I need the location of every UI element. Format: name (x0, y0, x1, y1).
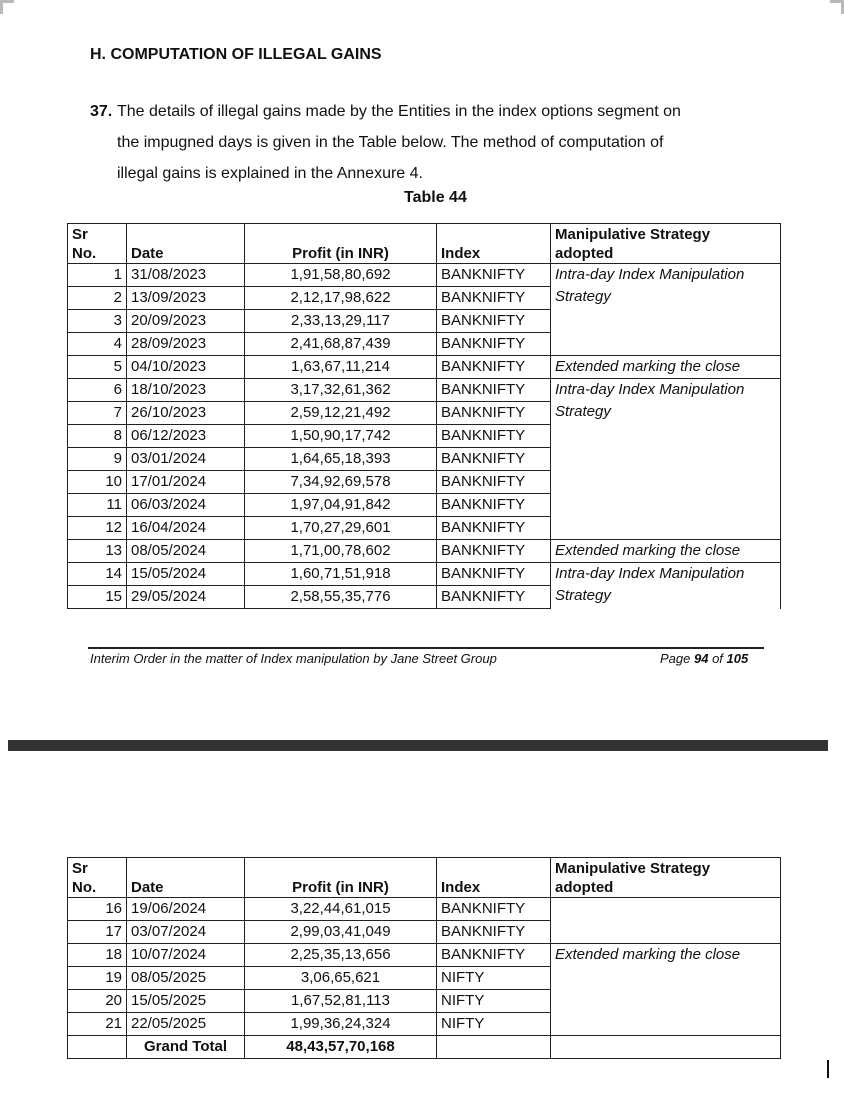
sr-no-cell: 7 (68, 402, 127, 425)
table-row (68, 898, 781, 921)
text-cursor (827, 1060, 829, 1078)
date-cell: 04/10/2023 (127, 356, 245, 379)
total-index-cell (437, 1036, 551, 1059)
profit-cell: 2,59,12,21,492 (245, 402, 437, 425)
date-cell: 03/07/2024 (127, 921, 245, 944)
header-index: Index (437, 858, 551, 898)
profit-cell: 1,63,67,11,214 (245, 356, 437, 379)
profit-cell: 1,71,00,78,602 (245, 540, 437, 563)
profit-cell: 1,60,71,51,918 (245, 563, 437, 586)
date-cell: 15/05/2024 (127, 563, 245, 586)
date-cell: 31/08/2023 (127, 264, 245, 287)
table-header-row (68, 224, 781, 264)
index-cell: BANKNIFTY (437, 944, 551, 967)
date-cell: 08/05/2024 (127, 540, 245, 563)
date-cell: 20/09/2023 (127, 310, 245, 333)
section-heading: H. COMPUTATION OF ILLEGAL GAINS (90, 46, 382, 63)
date-cell: 19/06/2024 (127, 898, 245, 921)
sr-no-cell: 5 (68, 356, 127, 379)
date-cell: 17/01/2024 (127, 471, 245, 494)
page-corner-top-right (830, 0, 844, 14)
index-cell: BANKNIFTY (437, 540, 551, 563)
index-cell: BANKNIFTY (437, 471, 551, 494)
header-profit: Profit (in INR) (245, 858, 437, 898)
date-cell: 22/05/2025 (127, 1013, 245, 1036)
index-cell: BANKNIFTY (437, 333, 551, 356)
date-cell: 13/09/2023 (127, 287, 245, 310)
paragraph-line: The details of illegal gains made by the Entities in the index options segment on (117, 103, 681, 120)
sr-no-cell: 14 (68, 563, 127, 586)
strategy-cell: Extended marking the close (551, 944, 781, 1036)
table-row (68, 563, 781, 586)
grand-total-label: Grand Total (127, 1036, 245, 1059)
index-cell: NIFTY (437, 967, 551, 990)
date-cell: 16/04/2024 (127, 517, 245, 540)
header-date: Date (127, 224, 245, 264)
profit-cell: 7,34,92,69,578 (245, 471, 437, 494)
table-header-row (68, 858, 781, 898)
profit-cell: 1,64,65,18,393 (245, 448, 437, 471)
index-cell: BANKNIFTY (437, 563, 551, 586)
header-strategy: Manipulative Strategy adopted (551, 224, 781, 264)
header-profit: Profit (in INR) (245, 224, 437, 264)
sr-no-cell: 12 (68, 517, 127, 540)
total-sr-cell (68, 1036, 127, 1059)
strategy-cell (551, 898, 781, 944)
profit-cell: 2,33,13,29,117 (245, 310, 437, 333)
profit-cell: 3,17,32,61,362 (245, 379, 437, 402)
footer-title: Interim Order in the matter of Index manipulation by Jane Street Group (90, 651, 497, 666)
profit-cell: 3,22,44,61,015 (245, 898, 437, 921)
table-row (68, 264, 781, 287)
footer-rule (88, 647, 764, 649)
date-cell: 03/01/2024 (127, 448, 245, 471)
date-cell: 26/10/2023 (127, 402, 245, 425)
index-cell: BANKNIFTY (437, 425, 551, 448)
index-cell: BANKNIFTY (437, 586, 551, 609)
sr-no-cell: 4 (68, 333, 127, 356)
paragraph-37 (90, 96, 770, 189)
sr-no-cell: 6 (68, 379, 127, 402)
index-cell: BANKNIFTY (437, 356, 551, 379)
paragraph-line: the impugned days is given in the Table below. The method of computation of (117, 134, 664, 151)
grand-total-value: 48,43,57,70,168 (245, 1036, 437, 1059)
date-cell: 06/12/2023 (127, 425, 245, 448)
sr-no-cell: 1 (68, 264, 127, 287)
index-cell: BANKNIFTY (437, 310, 551, 333)
index-cell: BANKNIFTY (437, 448, 551, 471)
strategy-cell: Intra-day Index Manipulation Strategy (551, 563, 781, 609)
index-cell: BANKNIFTY (437, 898, 551, 921)
profit-cell: 1,50,90,17,742 (245, 425, 437, 448)
date-cell: 15/05/2025 (127, 990, 245, 1013)
strategy-cell: Intra-day Index Manipulation Strategy (551, 264, 781, 356)
footer-page-number: Page 94 of 105 (660, 651, 749, 666)
sr-no-cell: 8 (68, 425, 127, 448)
sr-no-cell: 17 (68, 921, 127, 944)
index-cell: NIFTY (437, 990, 551, 1013)
profit-cell: 2,12,17,98,622 (245, 287, 437, 310)
table-body (68, 898, 781, 1036)
profit-cell: 1,97,04,91,842 (245, 494, 437, 517)
sr-no-cell: 13 (68, 540, 127, 563)
header-sr-no: Sr No. (68, 858, 127, 898)
sr-no-cell: 21 (68, 1013, 127, 1036)
profit-cell: 1,67,52,81,113 (245, 990, 437, 1013)
grand-total-row (68, 1036, 781, 1059)
sr-no-cell: 18 (68, 944, 127, 967)
table-caption: Table 44 (404, 189, 467, 206)
sr-no-cell: 2 (68, 287, 127, 310)
sr-no-cell: 15 (68, 586, 127, 609)
profit-cell: 2,99,03,41,049 (245, 921, 437, 944)
header-sr-no: Sr No. (68, 224, 127, 264)
sr-no-cell: 9 (68, 448, 127, 471)
page-corner-top-left (0, 0, 14, 14)
sr-no-cell: 20 (68, 990, 127, 1013)
profit-cell: 1,99,36,24,324 (245, 1013, 437, 1036)
profit-cell: 1,70,27,29,601 (245, 517, 437, 540)
total-strategy-cell (551, 1036, 781, 1059)
profit-cell: 2,25,35,13,656 (245, 944, 437, 967)
paragraph-line: illegal gains is explained in the Annexure 4. (117, 165, 423, 182)
date-cell: 06/03/2024 (127, 494, 245, 517)
index-cell: BANKNIFTY (437, 264, 551, 287)
header-date: Date (127, 858, 245, 898)
table-body (68, 264, 781, 609)
page-break-bar (8, 740, 828, 751)
date-cell: 18/10/2023 (127, 379, 245, 402)
strategy-cell: Extended marking the close (551, 356, 781, 379)
table-row (68, 540, 781, 563)
sr-no-cell: 19 (68, 967, 127, 990)
gains-table-page2 (67, 857, 781, 1059)
date-cell: 29/05/2024 (127, 586, 245, 609)
index-cell: NIFTY (437, 1013, 551, 1036)
header-index: Index (437, 224, 551, 264)
header-strategy: Manipulative Strategy adopted (551, 858, 781, 898)
table-row (68, 944, 781, 967)
sr-no-cell: 11 (68, 494, 127, 517)
paragraph-number: 37. (90, 103, 113, 120)
index-cell: BANKNIFTY (437, 287, 551, 310)
gains-table-page1 (67, 223, 781, 609)
sr-no-cell: 3 (68, 310, 127, 333)
date-cell: 28/09/2023 (127, 333, 245, 356)
date-cell: 08/05/2025 (127, 967, 245, 990)
sr-no-cell: 16 (68, 898, 127, 921)
table-row (68, 356, 781, 379)
profit-cell: 3,06,65,621 (245, 967, 437, 990)
index-cell: BANKNIFTY (437, 517, 551, 540)
profit-cell: 2,41,68,87,439 (245, 333, 437, 356)
table-row (68, 379, 781, 402)
profit-cell: 2,58,55,35,776 (245, 586, 437, 609)
index-cell: BANKNIFTY (437, 494, 551, 517)
sr-no-cell: 10 (68, 471, 127, 494)
strategy-cell: Extended marking the close (551, 540, 781, 563)
index-cell: BANKNIFTY (437, 921, 551, 944)
index-cell: BANKNIFTY (437, 402, 551, 425)
profit-cell: 1,91,58,80,692 (245, 264, 437, 287)
index-cell: BANKNIFTY (437, 379, 551, 402)
strategy-cell: Intra-day Index Manipulation Strategy (551, 379, 781, 540)
date-cell: 10/07/2024 (127, 944, 245, 967)
